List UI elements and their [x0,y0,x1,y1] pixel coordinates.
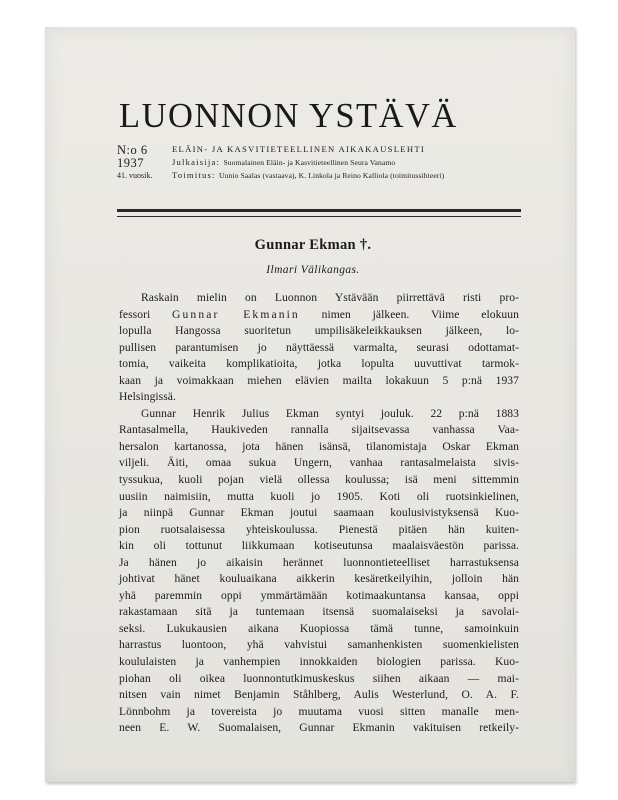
editors-value: Uunio Saalas (vastaava), K. Linkola ja Reino Kalliola (toimitussihteeri) [219,171,445,180]
masthead-divider-thick [117,209,521,212]
body-line: lopulla Hangossa suoritetun umpilisäkeleikkauksen jälkeen, lo- [119,324,519,338]
body-line: pion ruotsalaisessa yhteiskoulussa. Pienestä pitäen hän kuiten- [119,522,519,536]
magazine-title: LUONNON YSTÄVÄ [119,97,458,135]
body-line: ja niinpä Gunnar Ekman joutui saamaan koulusivistyksensä Kuo- [119,506,519,520]
body-line: kin oli tottunut liikkumaan kotiseutunsa maalaisväestön parissa. [119,539,519,553]
body-line: Ja hänen jo aikaisin herännet luonnontieteelliset harrastuksensa [119,555,519,569]
body-line: hersalon kartanossa, jota hänen isänsä, tilanomistaja Oskar Ekman [119,439,519,453]
masthead-info [117,143,527,182]
article-author: Ilmari Välikangas. [266,264,360,276]
body-line: kaan ja voimakkaan miehen elävien mailta lokakuun 5 p:nä 1937 [119,373,519,387]
body-line: johtivat hänet kouluaikana aikkerin kesäretkeilyihin, jolloin hän [119,572,519,586]
body-line: uusiin naimisiin, mutta kuoli jo 1905. Koti oli ruotsinkielinen, [119,489,519,503]
editors-label: Toimitus: [172,170,216,180]
body-line: piohan oli oikea luonnontutkimuskeskus siihen aikaan — mai- [119,671,519,685]
body-line: Gunnar Henrik Julius Ekman syntyi jouluk. 22 p:nä 1883 [141,406,519,420]
masthead-row-editors [117,169,527,182]
body-line: tyssukua, kuoli pojan vielä ollessa koulussa; isä meni sittemmin [119,473,519,487]
masthead-row-publisher [117,156,527,169]
masthead-row-subtitle [117,143,527,156]
body-line: tomia, vaikeita komplikatioita, jotka lopulta uuvuttivat tarmok- [119,357,519,371]
body-line: harrastus luontoon, yhä vahvistui samanhenkisten suomenkielisten [119,638,519,652]
body-line: viljeli. Äiti, omaa sukua Ungern, vanhaa rantasalmelaista sivis- [119,456,519,470]
body-line: Helsingissä. [119,390,176,404]
publisher-value: Suomalainen Eläin- ja Kasvitieteellinen Seura Vanamo [223,158,396,167]
issue-year: 1937 [117,156,144,170]
body-line: pullisen parantumisen jo näyttäessä varmalta, seurasi odottamat- [119,340,519,354]
article-body [119,290,519,737]
body-line: koululaisten ja vanhempien innokkaiden biologien parissa. Kuo- [119,655,519,669]
body-line: seksi. Lukukausien aikana Kuopiossa tämä tunne, samoinkuin [119,621,519,635]
volume-number: 41. vuosik. [117,171,153,180]
issue-number: N:o 6 [117,143,148,157]
publisher-label: Julkaisija: [172,157,221,167]
article-title: Gunnar Ekman †. [254,237,372,253]
body-line: neen E. W. Suomalaisen, Gunnar Ekmanin vakituisen retkeily- [119,721,519,735]
masthead-divider-thin [117,216,521,217]
body-line: yhä paremmin oppi ymmärtämään kotimaakuntansa kansaa, oppi [119,588,519,602]
emphasised-name: Gunnar Ekmanin [172,307,300,321]
body-line: nitsen vain nimet Benjamin Ståhlberg, Aulis Westerlund, O. A. F. [119,688,519,702]
body-line: fessori Gunnar Ekmanin nimen jälkeen. Viime elokuun [119,307,519,321]
body-line: Raskain mielin on Luonnon Ystävään piirrettävä risti pro- [141,291,519,304]
magazine-subtitle: ELÄIN- JA KASVITIETEELLINEN AIKAKAUSLEHTI [172,144,426,154]
body-line: rakastamaan sitä ja tuntemaan itsensä suomalaiseksi ja savolai- [119,605,519,619]
magazine-page [45,27,575,782]
body-line: Rantasalmella, Haukiveden rannalla sijaitsevassa vanhassa Vaa- [119,423,519,437]
body-line: Lönnbohm ja tovereista jo muutama vuosi sitten manalle men- [119,704,519,718]
